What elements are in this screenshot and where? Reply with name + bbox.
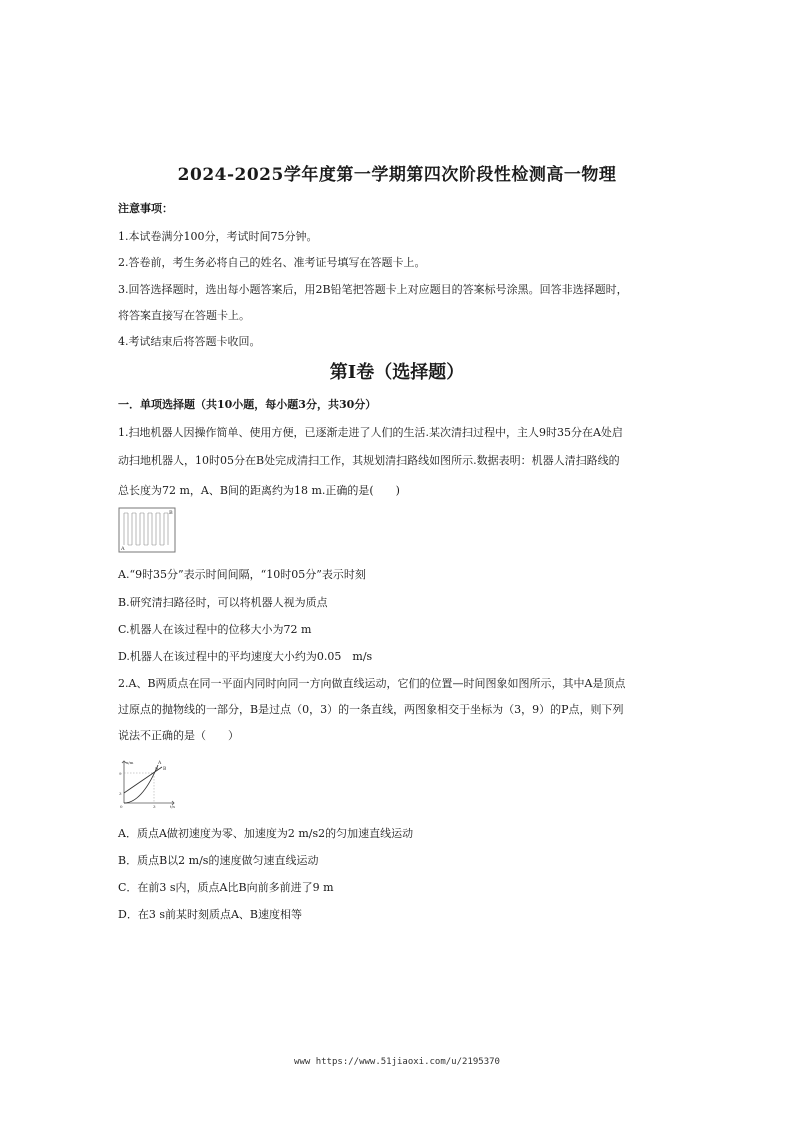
q2-option-b: B．质点B以2 m/s的速度做匀速直线运动 [118,854,319,867]
q2-stem-line: 2.A、B两质点在同一平面内同时向同一方向做直线运动，它们的位置—时间图象如图所示，其中A是顶点 [118,677,626,690]
fig1-label-b: B [169,510,173,516]
page-title: 2024-2025学年度第一学期第四次阶段性检测高一物理 [177,165,617,185]
q2-option-d: D．在3 s前某时刻质点A、B速度相等 [118,908,302,921]
notice-item: 3.回答选择题时，选出每小题答案后，用2B铅笔把答题卡上对应题目的答案标号涂黑。回答非选择题时， [118,283,628,296]
q1-stem-line: 1.扫地机器人因操作简单、使用方便，已逐渐走进了人们的生活.某次清扫过程中，主人9时35分在A处启 [118,426,623,439]
notice-item: 将答案直接写在答题卡上。 [118,309,250,322]
y-axis-label: x/m [126,760,134,765]
part-title: 一．单项选择题（共10小题，每小题3分，共30分） [118,398,377,411]
fig1-label-a: A [121,546,125,552]
notice-heading: 注意事项： [118,202,173,215]
q2-option-c: C．在前3 s内，质点A比B向前多前进了9 m [118,881,334,894]
footer-watermark: www https://www.51jiaoxi.com/u/2195370 [294,1057,500,1067]
q1-option-d: D.机器人在该过程中的平均速度大小约为0.05 m/s [118,650,373,663]
line-b-label: B [163,767,167,772]
curve-a-label: A [158,761,162,766]
y-tick-3: 3 [119,791,122,796]
q2-stem-line: 说法不正确的是（ ） [118,729,239,742]
y-tick-9: 9 [119,771,122,776]
section-title: 第Ⅰ卷（选择题） [329,362,465,383]
q1-stem-line: 总长度为72 m，A、B间的距离约为18 m.正确的是( ) [118,484,400,497]
q2-stem-line: 过原点的抛物线的一部分，B是过点（0，3）的一条直线，两图象相交于坐标为（3，9）的P点，则下列 [118,703,624,716]
point-p-label: P [155,768,159,773]
notice-item: 1.本试卷满分100分，考试时间75分钟。 [118,230,318,243]
notice-item: 4.考试结束后将答题卡收回。 [118,335,261,348]
curve-a [124,765,158,803]
q2-option-a: A．质点A做初速度为零、加速度为2 m/s2的匀加速直线运动 [118,827,414,840]
q1-stem-line: 动扫地机器人，10时05分在B处完成清扫工作，其规划清扫路线如图所示.数据表明：机器人清扫路线的 [118,454,620,467]
cleaning-route-figure [118,507,176,553]
x-tick-3: 3 [153,804,156,809]
q1-option-c: C.机器人在该过程中的位移大小为72 m [118,623,312,636]
notice-item: 2.答卷前，考生务必将自己的姓名、准考证号填写在答题卡上。 [118,256,426,269]
q1-option-b: B.研究清扫路径时，可以将机器人视为质点 [118,596,328,609]
origin-label: 0 [120,804,123,809]
q1-option-a: A.“9时35分”表示时间间隔，“10时05分”表示时刻 [118,568,366,581]
x-axis-label: t/s [170,804,176,809]
position-time-graph [118,757,178,809]
